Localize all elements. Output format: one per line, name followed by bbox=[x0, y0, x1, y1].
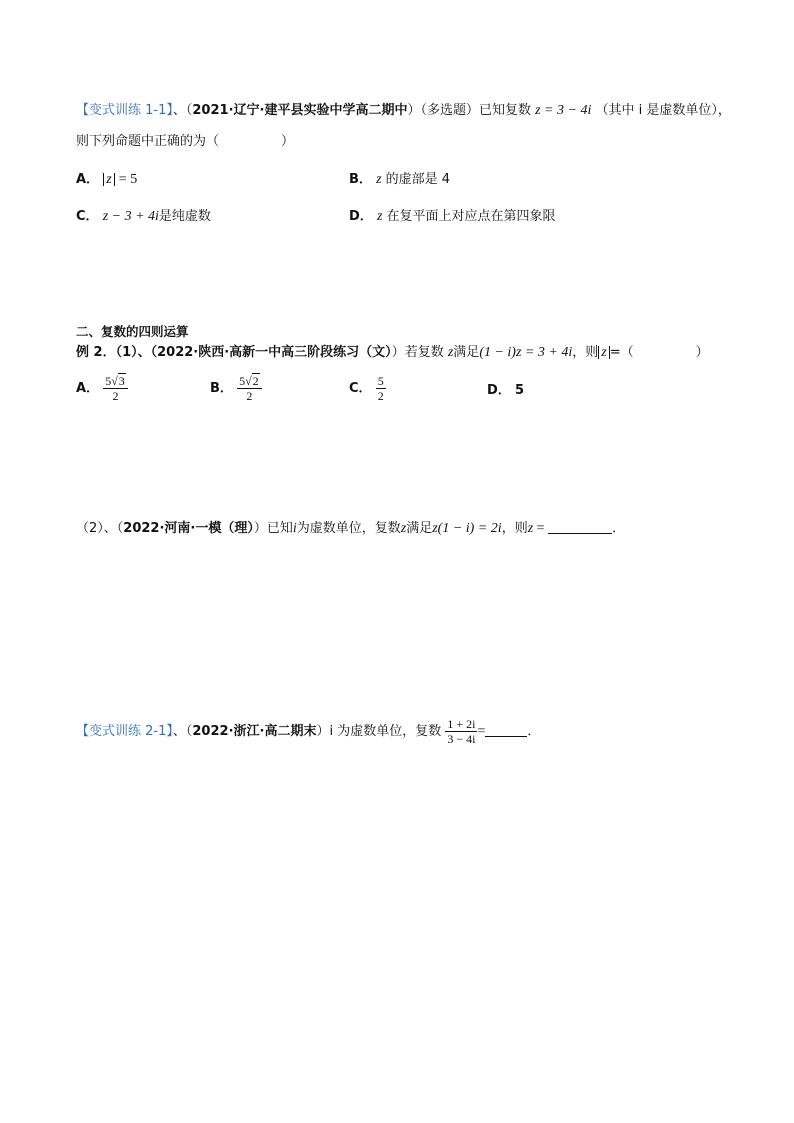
question-1-1-line-2: 则下列命题中正确的为（ ） bbox=[76, 134, 295, 149]
question-source: 2022·浙江·高二期末 bbox=[192, 724, 317, 739]
option-a: A． z = 5 bbox=[76, 172, 138, 187]
answer-blank[interactable] bbox=[548, 533, 612, 534]
math-expression: z = 3 − 4i bbox=[535, 103, 592, 118]
option-c: C． $\frac{5}{2}$ bbox=[349, 374, 384, 403]
example-2-1-line: 例 2．（1）、（2022·陕西·高新一中高三阶段练习（文））若复数 z满足(1 − i)z = 3 + 4i，则 z =（ ） bbox=[76, 345, 709, 360]
math-equation: z(1 − i) = 2i bbox=[432, 521, 502, 536]
question-tag: 【变式训练 1-1】 bbox=[76, 103, 173, 118]
fraction: $\frac{5}{2}$ bbox=[377, 374, 384, 403]
math-equation: (1 − i)z = 3 + 4i bbox=[479, 345, 573, 360]
question-source: 2021·辽宁·建平县实验中学高二期中 bbox=[192, 103, 408, 118]
question-tag: 【变式训练 2-1】 bbox=[76, 724, 173, 739]
question-source: 2022·河南·一模（理） bbox=[123, 521, 254, 536]
fraction: $\frac{1 + 2i}{3 - 4i}$ bbox=[447, 717, 476, 746]
option-b: B． z 的虚部是 4 bbox=[349, 172, 451, 187]
question-source: 2022·陕西·高新一中高三阶段练习（文） bbox=[157, 345, 392, 360]
abs-z: z bbox=[103, 173, 114, 186]
question-1-1-line-1: 【变式训练 1-1】、（2021·辽宁·建平县实验中学高二期中）（多选题）已知复数 z = 3 − 4i （其中 i 是虚数单位）， bbox=[76, 103, 731, 118]
option-a: A． $\frac{5√3}{2}$ bbox=[76, 374, 128, 403]
option-d: D． z 在复平面上对应点在第四象限 bbox=[349, 209, 556, 224]
example-2-2-line: （2）、（2022·河南·一模（理））已知i为虚数单位，复数z满足z(1 − i) = 2i，则z = ． bbox=[76, 521, 626, 536]
section-title: 二、复数的四则运算 bbox=[76, 324, 189, 339]
option-d: D． 5 bbox=[487, 383, 524, 398]
question-2-1-line: 【变式训练 2-1】、（2022·浙江·高二期末）i 为虚数单位，复数 $\frac{1 + 2i}{3 - 4i}$ = ． bbox=[76, 717, 541, 746]
fraction: $\frac{5√2}{2}$ bbox=[237, 374, 262, 403]
fraction: $\frac{5√3}{2}$ bbox=[103, 374, 128, 403]
answer-blank[interactable] bbox=[485, 736, 527, 737]
option-b: B． $\frac{5√2}{2}$ bbox=[210, 374, 262, 403]
option-c: C． z − 3 + 4i是纯虚数 bbox=[76, 209, 211, 224]
